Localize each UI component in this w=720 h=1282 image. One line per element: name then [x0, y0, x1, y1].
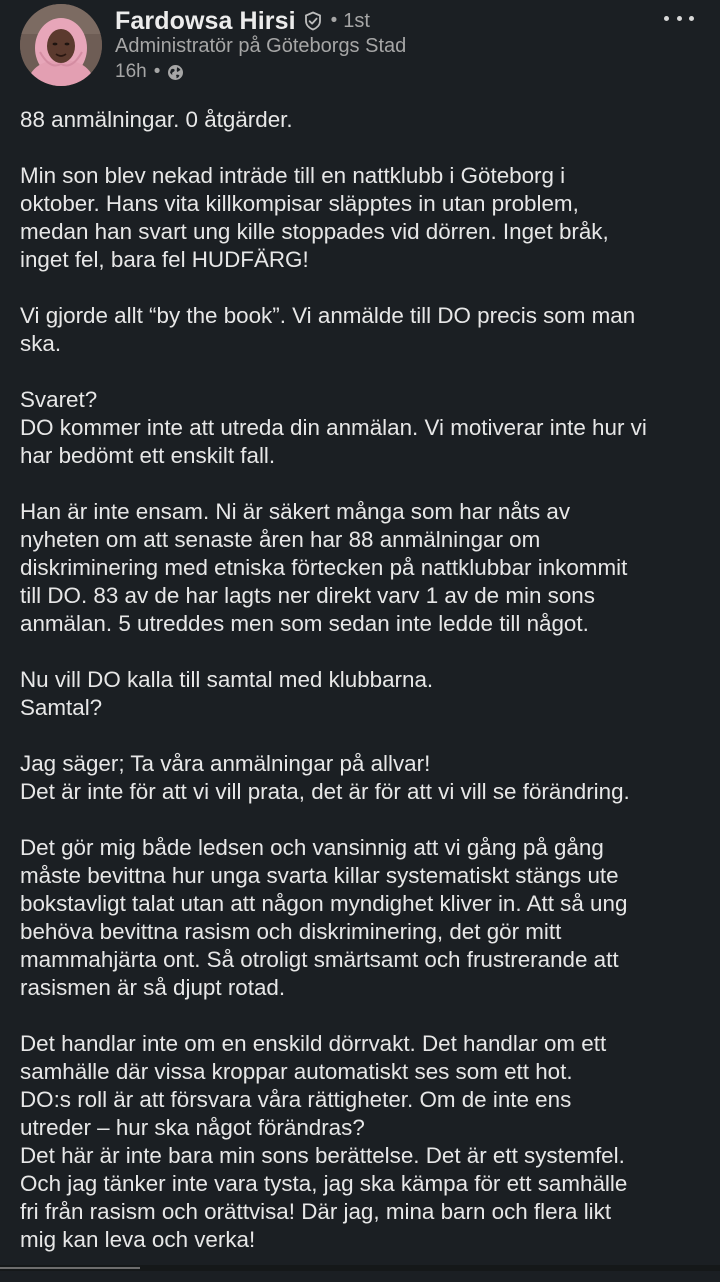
text-line: 88 anmälningar. 0 åtgärder.: [20, 107, 293, 132]
author-name-row: [115, 5, 370, 37]
paragraph: [20, 162, 710, 274]
paragraph: [20, 386, 710, 470]
text-line: Svaret?: [20, 387, 98, 412]
text-line: bokstavligt talat utan att någon myndighet kliver in. Att så ung: [20, 891, 628, 916]
text-line: måste bevittna hur unga svarta killar systematiskt stängs ute: [20, 863, 619, 888]
text-line: till DO. 83 av de har lagts ner direkt varv 1 av de min sons: [20, 583, 595, 608]
text-line: inget fel, bara fel HUDFÄRG!: [20, 247, 309, 272]
text-line: Det handlar inte om en enskild dörrvakt. Det handlar om ett: [20, 1031, 607, 1056]
paragraph: [20, 1030, 710, 1254]
text-line: oktober. Hans vita killkompisar släpptes in utan problem,: [20, 191, 579, 216]
author-headline: Administratör på Göteborgs Stad: [115, 35, 407, 57]
verified-shield-icon: [303, 11, 323, 31]
text-line: mammahjärta ont. Så otroligt smärtsamt och frustrerande att: [20, 947, 619, 972]
more-dot: [677, 16, 682, 21]
paragraph: [20, 498, 710, 638]
paragraph: [20, 750, 710, 806]
connection-degree: 1st: [343, 9, 370, 32]
text-line: anmälan. 5 utreddes men som sedan inte ledde till något.: [20, 611, 589, 636]
paragraph: [20, 106, 710, 134]
scroll-indicator-segment: [0, 1267, 140, 1269]
text-line: Och jag tänker inte vara tysta, jag ska kämpa för ett samhälle: [20, 1171, 628, 1196]
post-text: [20, 106, 710, 1282]
text-line: Det gör mig både ledsen och vansinnig att vi gång på gång: [20, 835, 604, 860]
text-line: DO:s roll är att försvara våra rättigheter. Om de inte ens: [20, 1087, 572, 1112]
text-line: diskriminering med etniska förtecken på nattklubbar inkommit: [20, 555, 628, 580]
text-line: nyheten om att senaste åren har 88 anmälningar om: [20, 527, 541, 552]
separator-dot: •: [153, 61, 161, 82]
more-options-icon[interactable]: [664, 8, 694, 28]
text-line: Jag säger; Ta våra anmälningar på allvar!: [20, 751, 431, 776]
text-line: Det här är inte bara min sons berättelse. Det är ett systemfel.: [20, 1143, 625, 1168]
text-line: mig kan leva och verka!: [20, 1227, 256, 1252]
paragraph: [20, 834, 710, 1002]
text-line: fri från rasism och orättvisa! Där jag, mina barn och flera likt: [20, 1199, 612, 1224]
separator-dot: •: [330, 10, 338, 31]
text-line: Min son blev nekad inträde till en nattklubb i Göteborg i: [20, 163, 566, 188]
post-time: 16h: [115, 61, 147, 82]
text-line: ska.: [20, 331, 62, 356]
text-line: behöva bevittna rasism och diskriminering, det gör mitt: [20, 919, 562, 944]
scroll-indicator: [0, 1265, 720, 1271]
paragraph: [20, 302, 710, 358]
text-line: Han är inte ensam. Ni är säkert många som har nåts av: [20, 499, 571, 524]
text-line: har bedömt ett enskilt fall.: [20, 443, 276, 468]
globe-icon: [167, 64, 184, 81]
text-line: Samtal?: [20, 695, 103, 720]
paragraph: [20, 666, 710, 722]
text-line: utreder – hur ska något förändras?: [20, 1115, 365, 1140]
text-line: Det är inte för att vi vill prata, det är för att vi vill se förändring.: [20, 779, 630, 804]
post-meta: [115, 59, 184, 85]
text-line: medan han svart ung kille stoppades vid dörren. Inget bråk,: [20, 219, 609, 244]
author-name[interactable]: Fardowsa Hirsi: [115, 6, 296, 35]
text-line: DO kommer inte att utreda din anmälan. Vi motiverar inte hur vi: [20, 415, 647, 440]
text-line: Vi gjorde allt “by the book”. Vi anmälde till DO precis som man: [20, 303, 636, 328]
avatar[interactable]: [20, 4, 102, 86]
more-dot: [664, 16, 669, 21]
avatar-image: [20, 4, 102, 86]
text-line: Nu vill DO kalla till samtal med klubbarna.: [20, 667, 434, 692]
more-dot: [689, 16, 694, 21]
text-line: rasismen är så djupt rotad.: [20, 975, 286, 1000]
text-line: samhälle där vissa kroppar automatiskt ses som ett hot.: [20, 1059, 573, 1084]
